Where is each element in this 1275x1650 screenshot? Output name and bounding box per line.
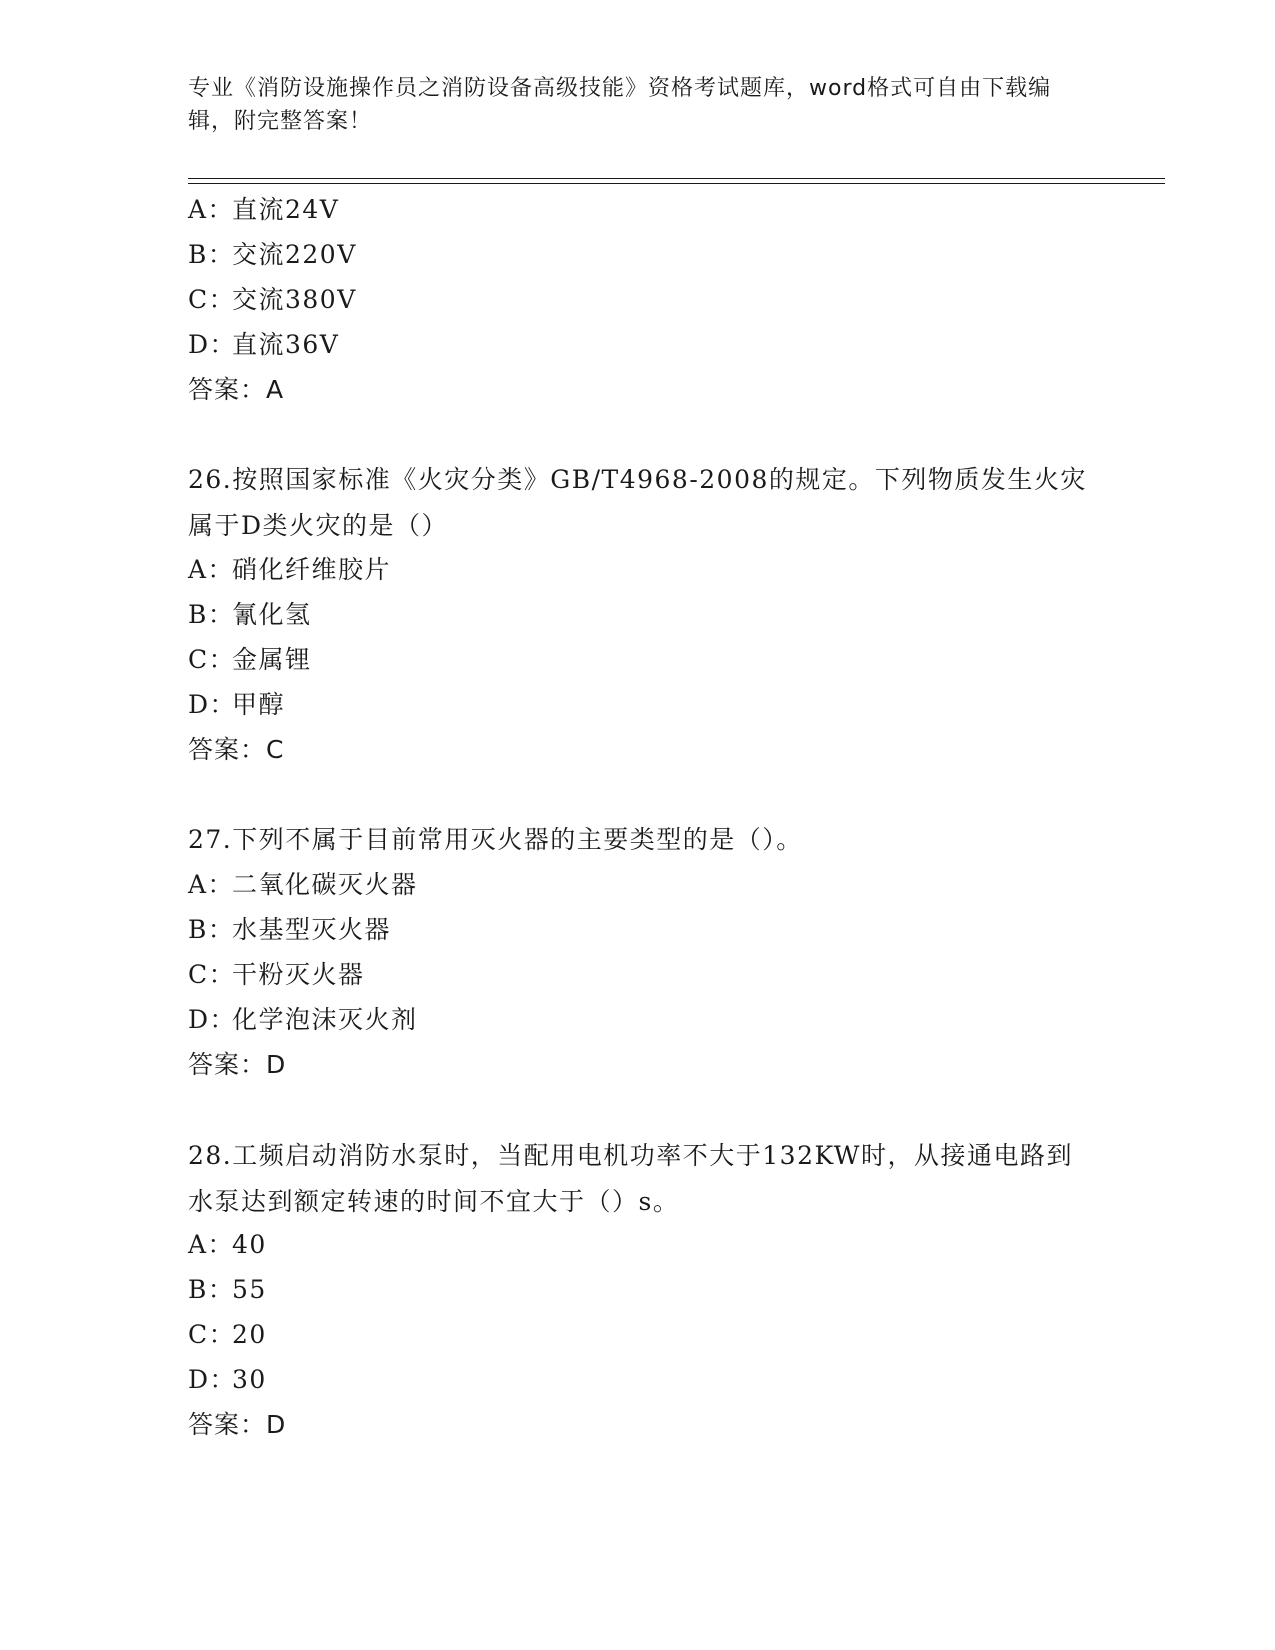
option-key: D： [188,1365,237,1394]
header-rule-top [188,178,1165,179]
q25-option-c [188,285,357,315]
q25-option-d [188,330,339,360]
option-text: 20 [232,1320,267,1349]
option-text: 直流24V [232,195,340,224]
option-key: A： [188,1230,235,1259]
q28-option-a [188,1230,267,1260]
option-key: B： [188,1275,235,1304]
q25-option-b [188,240,357,270]
option-text: 化学泡沫灭火剂 [232,1005,418,1034]
option-key: C： [188,1320,236,1349]
document-header: 专业《消防设施操作员之消防设备高级技能》资格考试题库，word格式可自由下载编辑，附完整答案！ [188,76,1052,134]
q26-option-a [188,555,391,585]
option-text: 硝化纤维胶片 [232,555,392,584]
option-key: B： [188,600,235,629]
option-text: 甲醇 [232,690,286,719]
q26-option-b [188,600,312,630]
q28-option-b [188,1275,267,1305]
option-text: 水基型灭火器 [232,915,392,944]
q27-option-c [188,960,365,990]
q26-answer: 答案：C [188,735,285,764]
option-text: 交流380V [232,285,357,314]
q26-option-d [188,690,285,720]
q26-option-c [188,645,312,675]
q28-option-c [188,1320,267,1350]
option-text: 40 [232,1230,267,1259]
q25-option-a [188,195,339,225]
option-key: C： [188,285,236,314]
option-key: D： [188,330,237,359]
option-key: B： [188,915,235,944]
option-text: 二氧化碳灭火器 [232,870,418,899]
q27-question: 27.下列不属于目前常用灭火器的主要类型的是（）。 [188,825,803,854]
option-text: 55 [232,1275,267,1304]
option-text: 干粉灭火器 [232,960,365,989]
option-key: A： [188,195,235,224]
option-key: D： [188,690,237,719]
q28-answer: 答案：D [188,1410,287,1439]
option-text: 金属锂 [232,645,312,674]
q25-answer: 答案：A [188,375,285,404]
option-text: 氰化氢 [232,600,312,629]
q28-option-d [188,1365,267,1395]
option-text: 30 [232,1365,267,1394]
q27-answer: 答案：D [188,1050,287,1079]
option-text: 交流220V [232,240,357,269]
option-key: B： [188,240,235,269]
q27-option-b [188,915,391,945]
option-key: A： [188,555,235,584]
q26-question: 26.按照国家标准《火灾分类》GB/T4968-2008的规定。下列物质发生火灾属于D类火灾的是（） [188,465,1087,540]
q28-question: 28.工频启动消防水泵时，当配用电机功率不大于132KW时，从接通电路到水泵达到额定转速的时间不宜大于（）s。 [188,1141,1073,1216]
option-key: D： [188,1005,237,1034]
option-text: 直流36V [232,330,340,359]
option-key: A： [188,870,235,899]
option-key: C： [188,960,236,989]
q27-option-d [188,1005,418,1035]
header-rule-bottom [188,183,1165,184]
q27-option-a [188,870,418,900]
option-key: C： [188,645,236,674]
